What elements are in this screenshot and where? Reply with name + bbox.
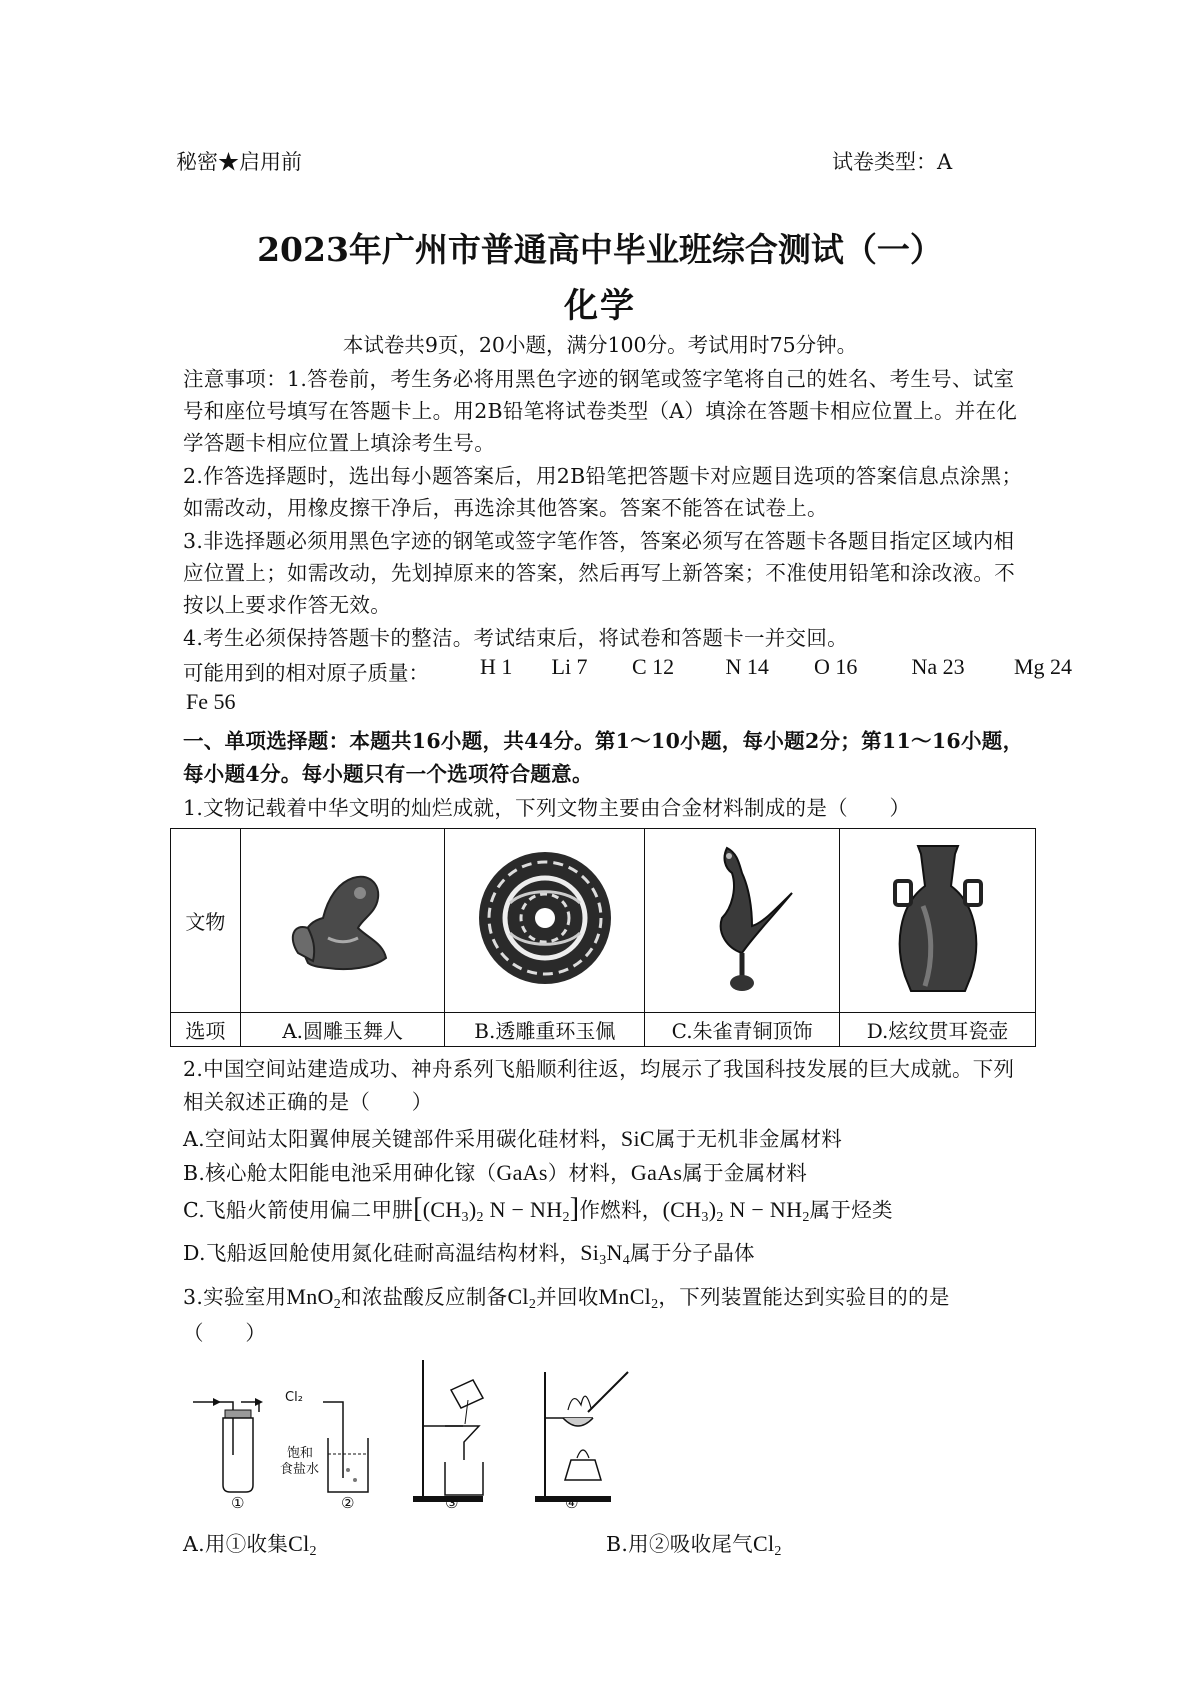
atomic-mass-item: Na 23 — [911, 654, 965, 679]
option-text: C.飞船火箭使用偏二甲肼 — [183, 1198, 414, 1222]
note-line: 按以上要求作答无效。 — [183, 593, 391, 617]
formula: GaAs — [496, 1160, 548, 1185]
question-3-option-a — [183, 1527, 317, 1560]
question-2-option-d — [183, 1236, 755, 1269]
formula: $(CH_3)_2$ $N - NH_2$ — [662, 1197, 810, 1225]
stem-text: 和浓盐酸反应制备 — [341, 1285, 508, 1309]
formula: [$(CH_3)_2$ $N - NH_2$] — [413, 1193, 580, 1225]
row-label-option: 选项 — [171, 1013, 241, 1047]
atomic-mass-item: Mg 24 — [1014, 654, 1073, 679]
apparatus-4-evaporation-setup — [535, 1372, 628, 1502]
question-1-stem: 1.文物记载着中华文明的灿烂成就，下列文物主要由合金材料制成的是（ ） — [183, 796, 911, 820]
note-line: 2.作答选择题时，选出每小题答案后，用2B铅笔把答题卡对应题目选项的答案信息点涂黑； — [183, 464, 1023, 488]
atomic-mass-item: N 14 — [725, 654, 769, 679]
option-text: 属于分子晶体 — [630, 1241, 755, 1265]
stem-text: 3.实验室用 — [183, 1285, 287, 1309]
artifact-table — [170, 828, 1036, 1047]
stem-text: ，下列装置能达到实验目的的是 — [658, 1285, 950, 1309]
confidential-label: 秘密★启用前 — [176, 150, 302, 174]
option-text: 属于烃类 — [809, 1198, 893, 1222]
question-3-stem — [183, 1280, 950, 1313]
formula: SiC — [620, 1126, 655, 1151]
stem-text: 并回收 — [536, 1285, 599, 1309]
question-2-option-b — [183, 1156, 807, 1186]
formula: MnO$_2$ — [286, 1284, 342, 1312]
formula: $Si_3N_4$ — [580, 1240, 631, 1268]
question-2-option-c — [183, 1193, 893, 1226]
section-heading: 一、单项选择题：本题共16小题，共44分。第1～10小题，每小题2分；第11～16小题， — [183, 729, 1024, 753]
artifact-jade-dancer-image — [240, 829, 445, 1013]
atomic-mass-label: 可能用到的相对原子质量： — [183, 661, 429, 685]
artifact-bronze-bird-image — [645, 829, 840, 1013]
artifact-jade-pendant-image — [445, 829, 645, 1013]
option-b-label: B.透雕重环玉佩 — [445, 1013, 645, 1047]
option-text: 作燃料， — [579, 1198, 663, 1222]
formula: $Cl_2$ — [507, 1284, 537, 1312]
note-line: 号和座位号填写在答题卡上。用2B铅笔将试卷类型（A）填涂在答题卡相应位置上。并在化 — [183, 399, 1018, 423]
brine-label: 食盐水 — [280, 1462, 320, 1477]
option-text: ）材料， — [547, 1161, 631, 1185]
question-2-option-a — [183, 1122, 842, 1152]
option-text: B.核心舱太阳能电池采用砷化镓（ — [183, 1161, 497, 1185]
formula: $Cl_2$ — [752, 1531, 782, 1559]
atomic-mass-item: H 1 — [480, 654, 513, 679]
row-label-artifact: 文物 — [171, 829, 241, 1013]
formula: GaAs — [630, 1160, 683, 1185]
option-c-label: C.朱雀青铜顶饰 — [645, 1013, 840, 1047]
apparatus-2-absorption-beaker — [323, 1402, 368, 1492]
cl2-label: Cl₂ — [285, 1390, 303, 1405]
option-text: 属于金属材料 — [682, 1161, 808, 1185]
apparatus-label-4: ④ — [565, 1494, 579, 1512]
apparatus-drawing — [183, 1350, 683, 1510]
option-a-label: A.圆雕玉舞人 — [240, 1013, 445, 1047]
option-text: B.用②吸收尾气 — [606, 1532, 753, 1556]
apparatus-1-collection-bottle — [193, 1398, 263, 1492]
formula: $Cl_2$ — [288, 1531, 317, 1559]
exam-title: 2023年广州市普通高中毕业班综合测试（一） — [257, 230, 943, 269]
note-line: 如需改动，用橡皮擦干净后，再选涂其他答案。答案不能答在试卷上。 — [183, 496, 828, 520]
option-d-label: D.炫纹贯耳瓷壶 — [840, 1013, 1036, 1047]
option-text: A.空间站太阳翼伸展关键部件采用碳化硅材料， — [183, 1127, 621, 1151]
atomic-mass-item: Fe 56 — [186, 689, 236, 714]
artifact-porcelain-pot-image — [840, 829, 1036, 1013]
apparatus-figure — [183, 1350, 683, 1510]
apparatus-3-filtration-stand — [413, 1360, 483, 1502]
note-line: 4.考生必须保持答题卡的整洁。考试结束后，将试卷和答题卡一并交回。 — [183, 626, 848, 650]
apparatus-label-3: ③ — [445, 1494, 459, 1512]
option-text: A.用①收集 — [183, 1532, 289, 1556]
option-text: D.飞船返回舱使用氮化硅耐高温结构材料， — [183, 1241, 581, 1265]
subject-title: 化学 — [564, 286, 636, 326]
question-2-stem: 2.中国空间站建造成功、神舟系列飞船顺利往返，均展示了我国科技发展的巨大成就。下列 — [183, 1057, 1015, 1081]
formula: MnCl$_2$ — [598, 1284, 659, 1312]
atomic-mass-item: C 12 — [632, 654, 675, 679]
apparatus-label-2: ② — [341, 1494, 355, 1512]
question-3-paren: （ ） — [183, 1321, 267, 1345]
option-text: 属于无机非金属材料 — [654, 1127, 843, 1151]
atomic-mass-item: Li 7 — [551, 654, 588, 679]
note-line: 学答题卡相应位置上填涂考生号。 — [183, 431, 495, 455]
note-line: 3.非选择题必须用黑色字迹的钢笔或签字笔作答，答案必须写在答题卡各题目指定区域内相 — [183, 529, 1015, 553]
atomic-mass-list — [480, 654, 1072, 680]
atomic-mass-item: O 16 — [814, 654, 858, 679]
note-line: 注意事项：1.答卷前，考生务必将用黑色字迹的钢笔或签字笔将自己的姓名、考生号、试室 — [183, 367, 1015, 391]
question-3-option-b — [606, 1527, 782, 1560]
note-line: 应位置上；如需改动，先划掉原来的答案，然后再写上新答案；不准使用铅笔和涂改液。不 — [183, 561, 1015, 585]
exam-intro: 本试卷共9页，20小题，满分100分。考试用时75分钟。 — [342, 333, 858, 357]
question-2-stem: 相关叙述正确的是（ ） — [183, 1090, 433, 1114]
apparatus-label-1: ① — [231, 1494, 245, 1512]
paper-type-label: 试卷类型：A — [832, 150, 953, 174]
brine-label: 饱和 — [287, 1446, 314, 1461]
atomic-mass-row — [183, 656, 429, 686]
section-heading: 每小题4分。每小题只有一个选项符合题意。 — [183, 762, 593, 786]
